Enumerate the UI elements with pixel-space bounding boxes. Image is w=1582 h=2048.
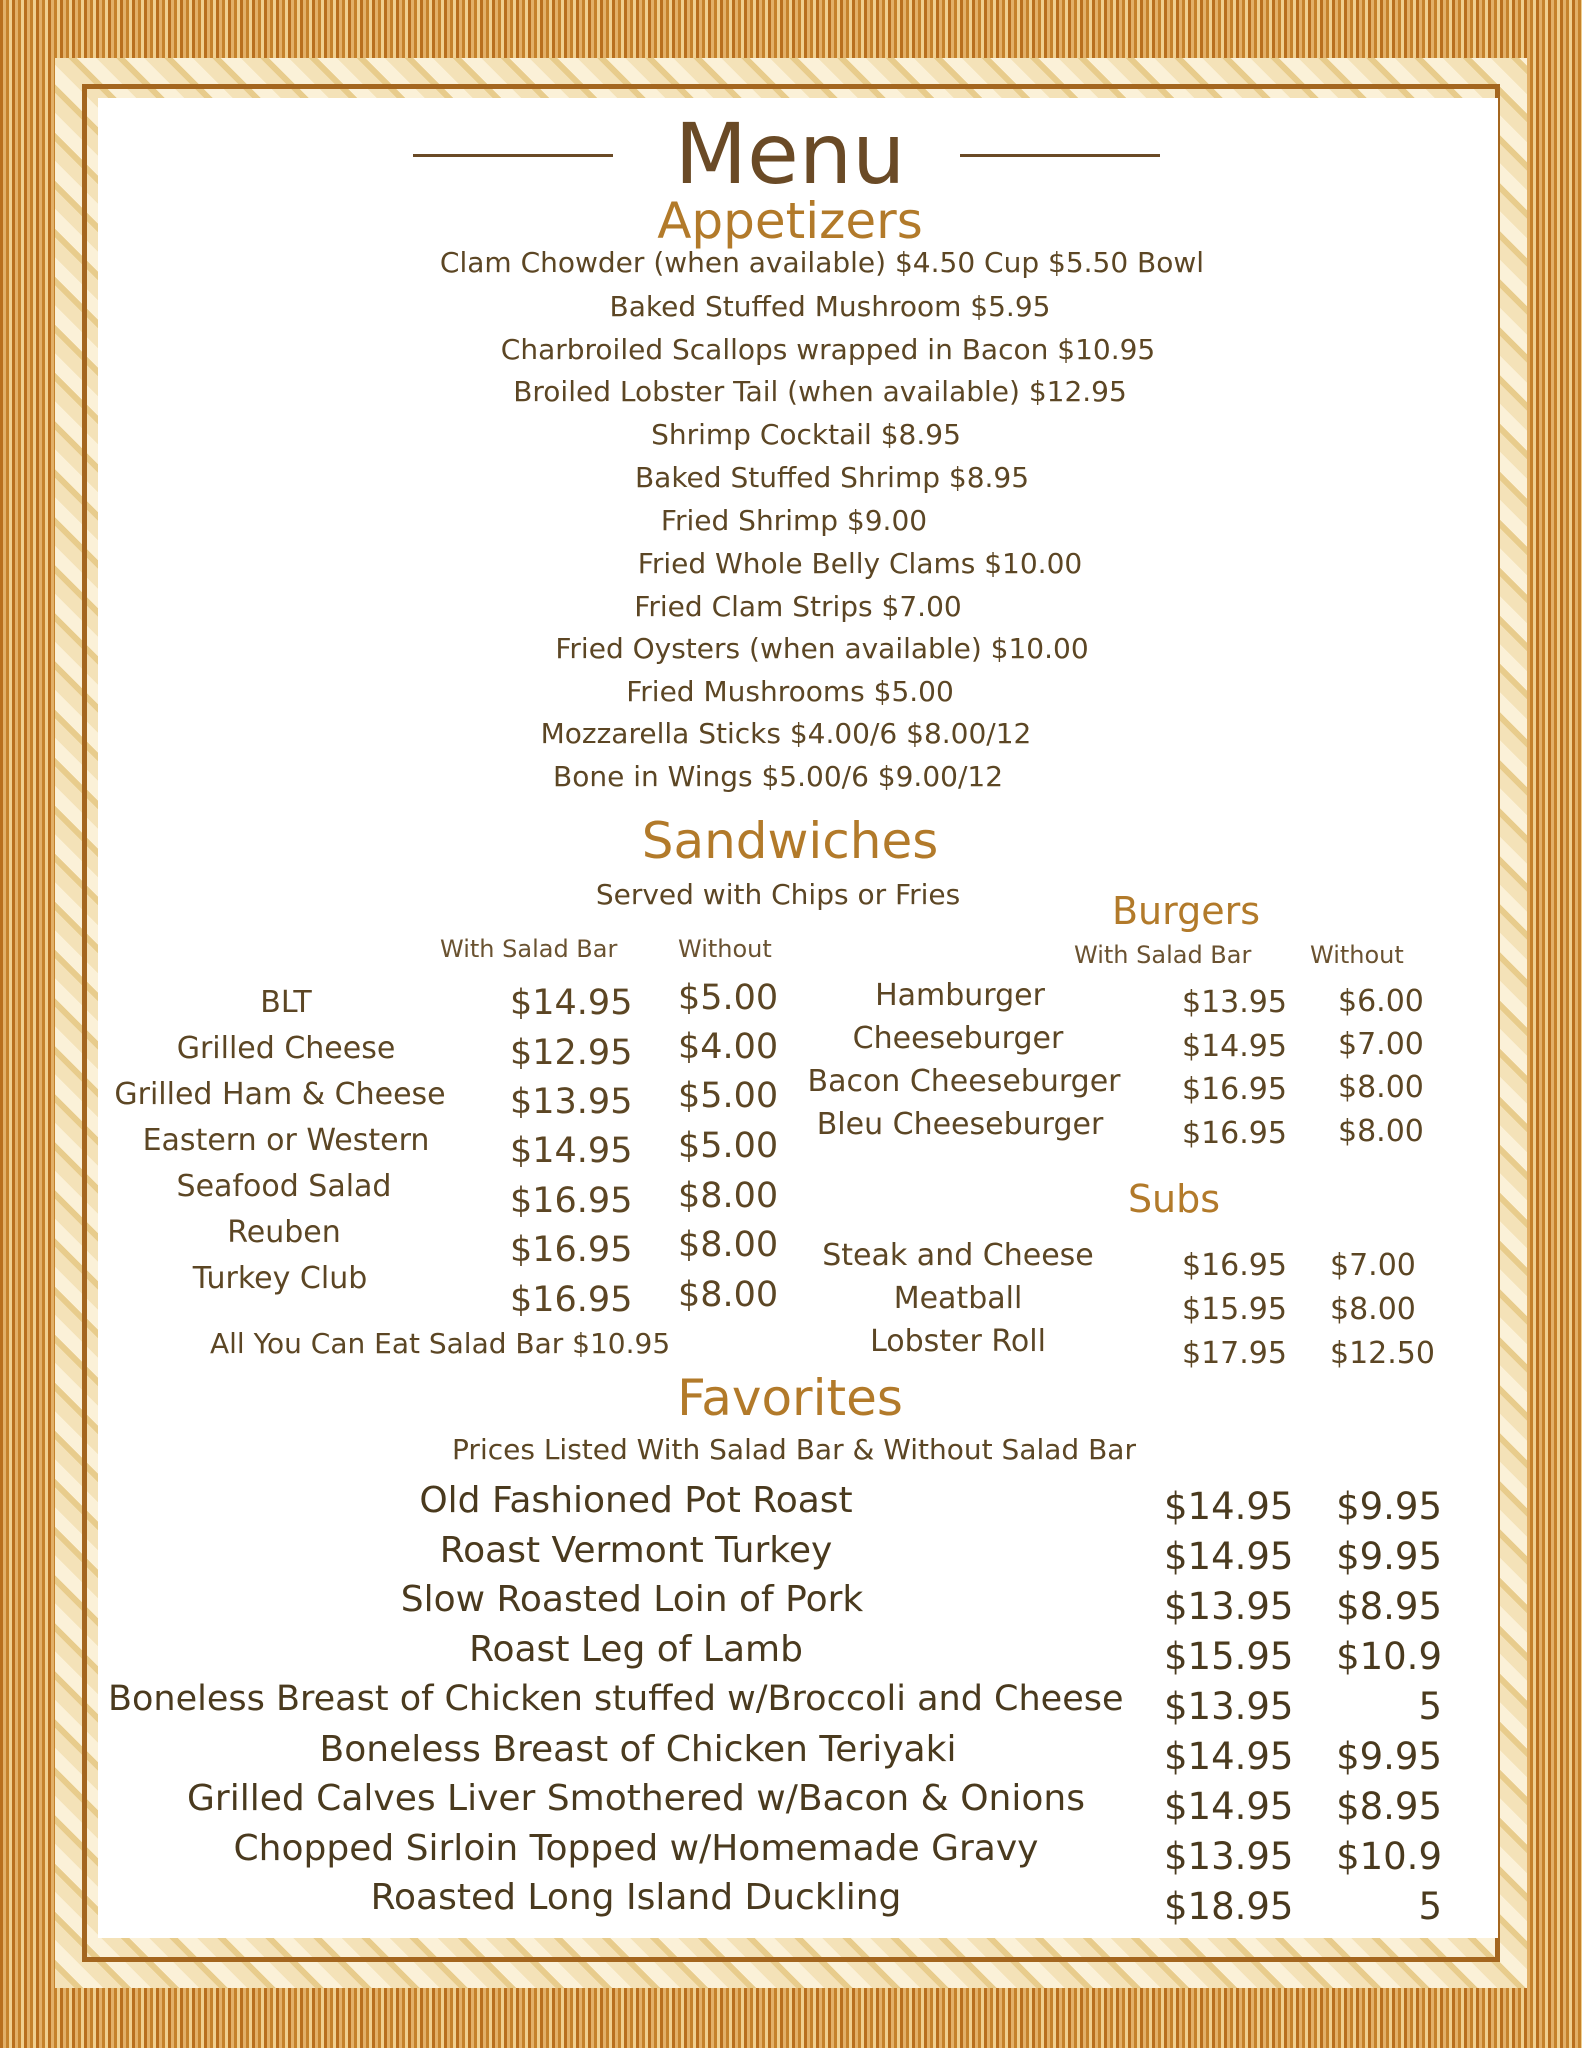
sandwich-name: Seafood Salad	[176, 1169, 392, 1204]
favorite-price-without: $10.9	[1336, 1635, 1442, 1678]
burger-price-with: $13.95	[1182, 985, 1287, 1020]
appetizer-item: Fried Shrimp $9.00	[660, 504, 928, 537]
sub-price-with: $15.95	[1182, 1292, 1287, 1327]
favorites-subtitle: Prices Listed With Salad Bar & Without Salad Bar	[452, 1433, 1136, 1466]
favorite-price-without: $10.9	[1336, 1835, 1442, 1878]
favorite-name: Chopped Sirloin Topped w/Homemade Gravy	[233, 1828, 1039, 1869]
sandwich-price-without: $8.00	[678, 1225, 779, 1265]
appetizer-item: Charbroiled Scallops wrapped in Bacon $10.95	[500, 333, 1156, 366]
sandwich-name: Reuben	[227, 1215, 341, 1250]
favorite-name: Slow Roasted Loin of Pork	[400, 1579, 864, 1620]
favorite-name: Grilled Calves Liver Smothered w/Bacon & Onions	[187, 1778, 1085, 1819]
favorite-name: Roast Vermont Turkey	[439, 1530, 833, 1571]
burger-name: Cheeseburger	[852, 1021, 1064, 1056]
appetizer-item: Shrimp Cocktail $8.95	[651, 418, 961, 451]
sandwich-price-with: $14.95	[510, 983, 633, 1023]
sandwich-price-without: $4.00	[678, 1027, 779, 1067]
burger-price-without: $7.00	[1338, 1027, 1424, 1062]
burger-name: Hamburger	[875, 978, 1045, 1013]
title-rule-right	[960, 154, 1160, 157]
sub-name: Lobster Roll	[870, 1324, 1046, 1359]
sandwich-col-with-header: With Salad Bar	[440, 935, 618, 963]
appetizer-item: Mozzarella Sticks $4.00/6 $8.00/12	[540, 717, 1032, 750]
burger-name: Bacon Cheeseburger	[807, 1064, 1121, 1099]
burger-name: Bleu Cheeseburger	[816, 1107, 1104, 1142]
sandwiches-subtitle: Served with Chips or Fries	[595, 878, 961, 911]
sandwich-name: Grilled Ham & Cheese	[114, 1077, 446, 1112]
appetizers-heading: Appetizers	[657, 192, 923, 250]
sub-name: Steak and Cheese	[822, 1238, 1094, 1273]
subs-heading: Subs	[1127, 1177, 1221, 1221]
menu-title: Menu	[674, 105, 906, 203]
favorite-price-with: $15.95	[1164, 1635, 1294, 1678]
sandwich-col-without-header: Without	[678, 935, 772, 963]
favorite-price-without: $9.95	[1336, 1535, 1442, 1578]
appetizer-item: Fried Oysters (when available) $10.00	[555, 632, 1089, 665]
sandwich-price-with: $13.95	[510, 1082, 633, 1122]
favorite-price-with: $14.95	[1164, 1535, 1294, 1578]
favorite-price-with: $13.95	[1164, 1835, 1294, 1878]
sandwiches-heading: Sandwiches	[641, 812, 939, 870]
favorite-price-without: $8.95	[1336, 1585, 1442, 1628]
favorite-price-with: $18.95	[1164, 1885, 1294, 1928]
burger-price-without: $6.00	[1338, 984, 1424, 1019]
appetizer-item: Fried Clam Strips $7.00	[634, 590, 962, 623]
burger-price-without: $8.00	[1338, 1114, 1424, 1149]
favorites-heading: Favorites	[677, 1369, 903, 1427]
sandwich-name: Grilled Cheese	[176, 1031, 396, 1066]
favorite-name: Boneless Breast of Chicken Teriyaki	[319, 1729, 957, 1770]
burger-col-with-header: With Salad Bar	[1074, 941, 1252, 969]
burger-price-without: $8.00	[1338, 1070, 1424, 1105]
appetizer-item: Clam Chowder (when available) $4.50 Cup $5.50 Bowl	[439, 246, 1205, 279]
favorite-price-with: $14.95	[1164, 1485, 1294, 1528]
sub-price-with: $17.95	[1182, 1336, 1287, 1371]
sandwich-price-with: $16.95	[510, 1280, 633, 1320]
sandwich-price-without: $5.00	[678, 1126, 779, 1166]
sandwich-price-without: $8.00	[678, 1275, 779, 1315]
sub-price-with: $16.95	[1182, 1248, 1287, 1283]
favorite-name: Boneless Breast of Chicken stuffed w/Broccoli and Cheese	[108, 1679, 1124, 1719]
favorite-price-without: $8.95	[1336, 1785, 1442, 1828]
favorite-name: Old Fashioned Pot Roast	[419, 1480, 853, 1521]
burgers-heading: Burgers	[1111, 889, 1261, 933]
favorite-price-without: $9.95	[1336, 1485, 1442, 1528]
sandwich-price-without: $5.00	[678, 1076, 779, 1116]
appetizer-item: Broiled Lobster Tail (when available) $12.95	[513, 375, 1127, 408]
burger-price-with: $14.95	[1182, 1029, 1287, 1064]
favorite-price-without: 5	[1418, 1885, 1442, 1928]
sandwich-price-with: $12.95	[510, 1033, 633, 1073]
title-rule-left	[413, 154, 613, 157]
favorite-price-with: $14.95	[1164, 1785, 1294, 1828]
favorite-name: Roasted Long Island Duckling	[370, 1877, 902, 1918]
burger-price-with: $16.95	[1182, 1116, 1287, 1151]
sub-price-without: $8.00	[1330, 1292, 1416, 1327]
sub-price-without: $7.00	[1330, 1248, 1416, 1283]
sub-name: Meatball	[893, 1281, 1023, 1316]
sub-price-without: $12.50	[1330, 1336, 1435, 1371]
appetizer-item: Baked Stuffed Mushroom $5.95	[609, 290, 1051, 323]
favorite-price-with: $14.95	[1164, 1735, 1294, 1778]
sandwich-price-without: $8.00	[678, 1176, 779, 1216]
menu-page	[98, 98, 1498, 1938]
appetizer-item: Fried Whole Belly Clams $10.00	[637, 547, 1083, 580]
favorite-price-with: $13.95	[1164, 1585, 1294, 1628]
appetizer-item: Bone in Wings $5.00/6 $9.00/12	[552, 760, 1004, 793]
burger-col-without-header: Without	[1310, 941, 1404, 969]
burger-price-with: $16.95	[1182, 1072, 1287, 1107]
sandwich-price-with: $16.95	[510, 1181, 633, 1221]
favorite-price-without: 5	[1418, 1685, 1442, 1728]
sandwich-price-with: $14.95	[510, 1131, 633, 1171]
sandwich-name: Eastern or Western	[142, 1123, 430, 1158]
appetizer-item: Fried Mushrooms $5.00	[626, 675, 954, 708]
sandwich-price-with: $16.95	[510, 1230, 633, 1270]
favorite-price-with: $13.95	[1164, 1685, 1294, 1728]
favorite-name: Roast Leg of Lamb	[469, 1629, 803, 1670]
favorite-price-without: $9.95	[1336, 1735, 1442, 1778]
salad-bar-note: All You Can Eat Salad Bar $10.95	[210, 1327, 671, 1360]
sandwich-name: BLT	[260, 985, 312, 1020]
sandwich-name: Turkey Club	[192, 1261, 368, 1296]
sandwich-price-without: $5.00	[678, 978, 779, 1018]
appetizer-item: Baked Stuffed Shrimp $8.95	[634, 461, 1030, 494]
